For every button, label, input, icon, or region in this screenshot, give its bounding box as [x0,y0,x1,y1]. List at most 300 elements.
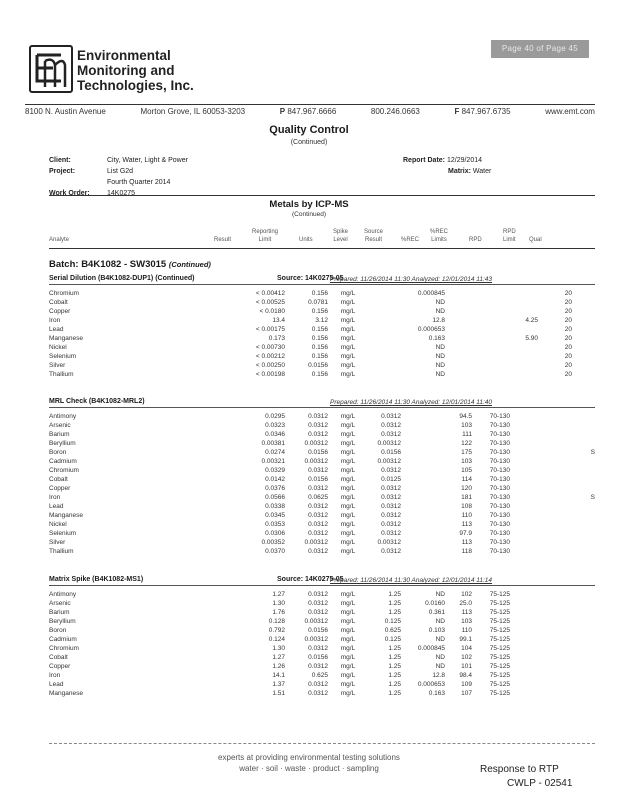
cell-rec-limits: 70-130 [489,494,510,501]
cell-rec: 94.5 [459,413,472,420]
cell-result: 0.00352 [261,539,285,546]
company-name: Environmental Monitoring and Technologies, Inc. [77,48,194,93]
cell-rpd-limit [538,617,572,626]
cell-reporting-limit: 0.0312 [308,663,328,670]
cell-rec: 120 [461,485,472,492]
cell-rpd-limit [538,466,572,475]
header-reporting-limit: Reporting Limit [252,229,279,243]
cell-rec: 109 [461,681,472,688]
cell-units: mg/L [340,371,356,378]
cell-rec-limits: 75-125 [489,645,510,652]
group-title: MRL Check (B4K1082-MRL2) [49,398,145,405]
group-prepared: Prepared: 11/26/2014 11:30 Analyzed: 12/01/2014 11:43 [330,276,493,283]
cell-analyte: Nickel [49,521,67,528]
cell-reporting-limit: 0.00312 [304,539,328,546]
cell-result: 0.0376 [265,485,285,492]
cell-qualifier [572,343,595,352]
cell-rec-limits [472,361,510,370]
cell-qualifier [572,307,595,316]
cell-spike-level [368,307,401,316]
cell-source-result [401,439,445,448]
cell-reporting-limit: 0.0312 [308,530,328,537]
cell-units: mg/L [340,413,356,420]
cell-rec [445,370,472,379]
cell-result: 0.0323 [265,422,285,429]
cell-result: < 0.00198 [255,371,285,378]
cell-source-result: ND [435,663,445,670]
table-row [49,343,595,352]
cell-units: mg/L [340,627,356,634]
cell-rec: 103 [461,458,472,465]
cell-spike-level: 0.0312 [381,512,401,519]
cell-rec-limits [472,298,510,307]
cell-rpd-limit [538,671,572,680]
header-divider-bottom [49,248,595,249]
table-row [49,635,595,644]
cell-units: mg/L [340,494,356,501]
cell-reporting-limit: 0.0312 [308,422,328,429]
cell-qualifier [572,680,595,689]
cell-rec: 102 [461,591,472,598]
cell-result: 0.792 [268,627,285,634]
cell-spike-level: 1.25 [388,609,401,616]
cell-result: 1.37 [272,681,285,688]
cell-rec-limits: 75-125 [489,654,510,661]
table-row [49,590,595,599]
cell-rpd [510,671,538,680]
cell-result: 0.0329 [265,467,285,474]
cell-rec [445,316,472,325]
cell-analyte: Iron [49,494,61,501]
cell-result: 0.0566 [265,494,285,501]
cell-rec-limits [472,325,510,334]
table-row [49,617,595,626]
cell-qualifier [572,457,595,466]
cell-units: mg/L [340,476,356,483]
cell-source-result: ND [435,591,445,598]
cell-qualifier [572,352,595,361]
cell-rpd: 5.90 [525,335,538,342]
header-analyte: Analyte [49,237,70,243]
table-row [49,599,595,608]
cell-rpd-limit [538,457,572,466]
cell-rec-limits [472,334,510,343]
cell-source-result: 0.163 [428,335,445,342]
cell-reporting-limit: 0.0312 [308,485,328,492]
cell-result: < 0.00525 [255,299,285,306]
table-row [49,520,595,529]
cell-source-result: ND [435,654,445,661]
cell-rec: 98.4 [459,672,472,679]
cell-source-result [401,547,445,556]
cell-result: 0.173 [268,335,285,342]
cell-analyte: Barium [49,609,70,616]
cell-rec-limits: 75-125 [489,618,510,625]
cell-reporting-limit: 0.0312 [308,548,328,555]
cell-spike-level [368,361,401,370]
cell-result: 0.00321 [261,458,285,465]
cell-result: 14.1 [272,672,285,679]
cell-rec: 105 [461,467,472,474]
table-row [49,298,595,307]
cell-rec-limits: 70-130 [489,521,510,528]
cell-reporting-limit: 0.0312 [308,413,328,420]
cell-reporting-limit: 0.0312 [308,690,328,697]
cell-analyte: Cadmium [49,636,77,643]
cell-rpd-limit [538,493,572,502]
cell-source-result: 0.000845 [417,290,445,297]
cell-source-result [401,466,445,475]
cell-rec: 175 [461,449,472,456]
cell-rpd [510,590,538,599]
cell-reporting-limit: 0.0312 [308,681,328,688]
table-row [49,289,595,298]
cell-rec: 102 [461,654,472,661]
cell-result: < 0.00212 [255,353,285,360]
cell-rec-limits: 70-130 [489,512,510,519]
cell-units: mg/L [340,530,356,537]
cell-analyte: Lead [49,681,64,688]
cell-result: 0.0338 [265,503,285,510]
cell-reporting-limit: 0.0781 [308,299,328,306]
cell-rpd-limit: 20 [564,344,572,351]
cell-rec-limits: 75-125 [489,591,510,598]
cell-reporting-limit: 0.156 [311,353,328,360]
table-row [49,547,595,556]
cell-rec [445,352,472,361]
cell-spike-level: 0.125 [384,618,401,625]
cell-rpd-limit: 20 [564,362,572,369]
cell-qualifier: S [590,449,595,456]
cell-analyte: Antimony [49,413,77,420]
cell-rpd [510,547,538,556]
cell-units: mg/L [340,690,356,697]
cell-rpd-limit [538,412,572,421]
cell-reporting-limit: 0.0312 [308,521,328,528]
cell-analyte: Thallium [49,371,74,378]
cell-rpd-limit [538,608,572,617]
cell-result: < 0.00412 [255,290,285,297]
cell-spike-level: 1.25 [388,663,401,670]
cell-rpd-limit: 20 [564,290,572,297]
cell-rpd [510,599,538,608]
qc-table [49,590,595,698]
cell-units: mg/L [340,681,356,688]
cell-analyte: Selenium [49,353,77,360]
cell-analyte: Manganese [49,335,83,342]
cell-units: mg/L [340,521,356,528]
cell-rpd [510,352,538,361]
cell-units: mg/L [340,458,356,465]
header-rec-limits: %REC Limits [430,229,449,243]
cell-spike-level [368,352,401,361]
header-spike-level: Spike Level [333,229,349,243]
cell-rpd-limit [538,547,572,556]
cell-rec: 97.9 [459,530,472,537]
cell-analyte: Manganese [49,512,83,519]
cell-analyte: Chromium [49,290,79,297]
cell-source-result: ND [435,308,445,315]
cell-rec [445,307,472,316]
cell-spike-level: 1.25 [388,591,401,598]
cell-rec-limits: 70-130 [489,548,510,555]
cell-source-result [401,538,445,547]
group-divider [49,407,595,408]
cell-qualifier [572,361,595,370]
cell-rpd-limit: 20 [564,335,572,342]
cell-rec: 25.0 [459,600,472,607]
cell-reporting-limit: 0.0312 [308,609,328,616]
cell-units: mg/L [340,467,356,474]
cell-qualifier [572,538,595,547]
cell-rec-limits: 70-130 [489,530,510,537]
cell-rpd [510,430,538,439]
cell-reporting-limit: 0.0312 [308,467,328,474]
company-logo [29,45,73,93]
cell-reporting-limit: 0.0625 [308,494,328,501]
cell-spike-level [368,289,401,298]
cell-qualifier: S [590,494,595,501]
cell-rpd-limit [538,430,572,439]
cell-rec [445,298,472,307]
cell-rpd [510,644,538,653]
cell-rpd [510,680,538,689]
cell-result: < 0.00730 [255,344,285,351]
cell-spike-level: 0.0312 [381,503,401,510]
cell-source-result: 0.000653 [417,326,445,333]
logo-mark-icon [31,47,71,91]
cell-rpd-limit [538,511,572,520]
cell-rpd-limit [538,439,572,448]
cell-result: 0.0370 [265,548,285,555]
cell-result: 1.26 [272,663,285,670]
cell-spike-level: 0.0312 [381,494,401,501]
cell-source-result: 0.000653 [417,681,445,688]
cell-rec: 118 [461,548,472,555]
table-row [49,466,595,475]
cell-analyte: Antimony [49,591,77,598]
cell-analyte: Lead [49,326,64,333]
cell-rec: 114 [461,476,472,483]
group-divider [49,284,595,285]
table-row [49,307,595,316]
cell-rpd-limit: 20 [564,353,572,360]
cell-rpd-limit [538,421,572,430]
table-row [49,448,595,457]
cell-analyte: Nickel [49,344,67,351]
cell-spike-level: 1.25 [388,645,401,652]
report-continued: (Continued) [290,139,328,146]
group-title: Matrix Spike (B4K1082-MS1) [49,576,144,583]
cell-rpd-limit: 20 [564,371,572,378]
cell-rec-limits [472,370,510,379]
cell-rpd-limit [538,653,572,662]
cell-units: mg/L [340,440,356,447]
cell-rec-limits: 70-130 [489,422,510,429]
cell-qualifier [572,511,595,520]
table-row [49,457,595,466]
cell-reporting-limit: 0.00312 [304,458,328,465]
cell-qualifier [572,599,595,608]
cell-reporting-limit: 0.156 [311,344,328,351]
table-row [49,493,595,502]
cell-reporting-limit: 0.0156 [308,627,328,634]
cell-units: mg/L [340,548,356,555]
cell-rec: 122 [461,440,472,447]
cell-analyte: Lead [49,503,64,510]
cell-rpd-limit [538,475,572,484]
cell-result: 0.124 [268,636,285,643]
cell-rpd [510,635,538,644]
cell-result: < 0.00250 [255,362,285,369]
cell-reporting-limit: 0.0156 [308,362,328,369]
header-rpd: RPD [469,237,482,243]
cell-rpd [510,662,538,671]
cell-rec-limits: 70-130 [489,539,510,546]
cell-rec-limits: 70-130 [489,431,510,438]
cell-source-result [401,421,445,430]
cell-source-result: 12.8 [432,317,445,324]
cell-spike-level: 0.0312 [381,413,401,420]
table-row [49,325,595,334]
cell-reporting-limit: 3.12 [315,317,328,324]
cell-analyte: Cadmium [49,458,77,465]
cell-rec-limits: 75-125 [489,609,510,616]
cell-spike-level [368,316,401,325]
cell-analyte: Beryllium [49,440,76,447]
cell-source-result: ND [435,618,445,625]
cell-spike-level: 1.25 [388,654,401,661]
cell-units: mg/L [340,672,356,679]
cell-rpd [510,448,538,457]
table-row [49,671,595,680]
cell-analyte: Copper [49,485,71,492]
cell-source-result: 0.103 [428,627,445,634]
cell-rpd-limit [538,680,572,689]
cell-reporting-limit: 0.00312 [304,618,328,625]
cell-qualifier [572,590,595,599]
cell-result: 1.30 [272,600,285,607]
cell-spike-level: 0.625 [384,627,401,634]
cell-spike-level: 0.0125 [381,476,401,483]
cell-source-result: 0.361 [428,609,445,616]
cell-qualifier [572,626,595,635]
cell-rec-limits: 75-125 [489,627,510,634]
cell-rec: 111 [462,431,472,438]
cell-rec-limits [472,307,510,316]
cell-reporting-limit: 0.156 [311,326,328,333]
cell-spike-level: 0.0312 [381,485,401,492]
cell-spike-level: 1.25 [388,672,401,679]
cell-spike-level: 0.00312 [377,539,401,546]
cell-result: 0.0142 [265,476,285,483]
cell-qualifier [572,662,595,671]
cell-rpd-limit [538,529,572,538]
response-label: Response to RTP [480,764,559,775]
cell-result: 0.00381 [261,440,285,447]
header-source-result: Source Result [364,229,384,243]
cell-rpd-limit: 20 [564,299,572,306]
cell-rpd-limit [538,635,572,644]
cell-qualifier [572,484,595,493]
cell-analyte: Copper [49,663,71,670]
group-prepared: Prepared: 11/26/2014 11:30 Analyzed: 12/01/2014 11:40 [330,399,493,406]
cell-spike-level: 1.25 [388,600,401,607]
cell-rpd-limit [538,502,572,511]
cell-units: mg/L [340,503,356,510]
cell-rpd [510,608,538,617]
cell-units: mg/L [340,353,356,360]
cell-source-result [401,493,445,502]
cell-units: mg/L [340,326,356,333]
cell-rpd [510,457,538,466]
table-row [49,370,595,379]
cell-rpd-limit: 20 [564,326,572,333]
cell-source-result: ND [435,371,445,378]
cell-spike-level: 0.0312 [381,521,401,528]
table-row [49,511,595,520]
cell-rec: 110 [461,627,472,634]
cell-rpd [510,538,538,547]
cell-reporting-limit: 0.156 [311,290,328,297]
cell-source-result [401,457,445,466]
cell-units: mg/L [340,449,356,456]
cell-rec: 99.1 [459,636,472,643]
table-row [49,502,595,511]
cell-rpd [510,361,538,370]
cell-reporting-limit: 0.0312 [308,503,328,510]
cell-rpd [510,289,538,298]
cell-reporting-limit: 0.0312 [308,645,328,652]
cell-rpd-limit [538,662,572,671]
table-row [49,644,595,653]
table-row [49,475,595,484]
cell-reporting-limit: 0.156 [311,335,328,342]
cell-source-result: 0.000845 [417,645,445,652]
cell-source-result [401,502,445,511]
cell-analyte: Iron [49,672,61,679]
header-rpd-limit: RPD Limit [503,229,516,243]
cell-rec-limits: 70-130 [489,413,510,420]
cell-analyte: Arsenic [49,600,71,607]
cell-qualifier [572,430,595,439]
cell-units: mg/L [340,512,356,519]
cell-analyte: Arsenic [49,422,71,429]
cell-analyte: Iron [49,317,61,324]
table-row [49,361,595,370]
cell-reporting-limit: 0.0312 [308,512,328,519]
cell-rpd-limit [538,484,572,493]
cell-source-result [401,412,445,421]
cell-rpd [510,370,538,379]
cell-result: 0.0306 [265,530,285,537]
table-row [49,653,595,662]
footer-services: water · soil · waste · product · sampling [239,764,379,773]
cell-rpd-limit [538,626,572,635]
cell-rpd [510,307,538,316]
cell-rpd [510,511,538,520]
group-source: Source: 14K0275-05 [277,576,344,583]
table-row [49,412,595,421]
cell-result: 0.0274 [265,449,285,456]
cell-result: 0.0295 [265,413,285,420]
cell-reporting-limit: 0.0312 [308,600,328,607]
cell-rec: 113 [461,539,472,546]
cell-units: mg/L [340,362,356,369]
cell-units: mg/L [340,308,356,315]
cell-rec-limits [472,316,510,325]
cell-spike-level [368,325,401,334]
